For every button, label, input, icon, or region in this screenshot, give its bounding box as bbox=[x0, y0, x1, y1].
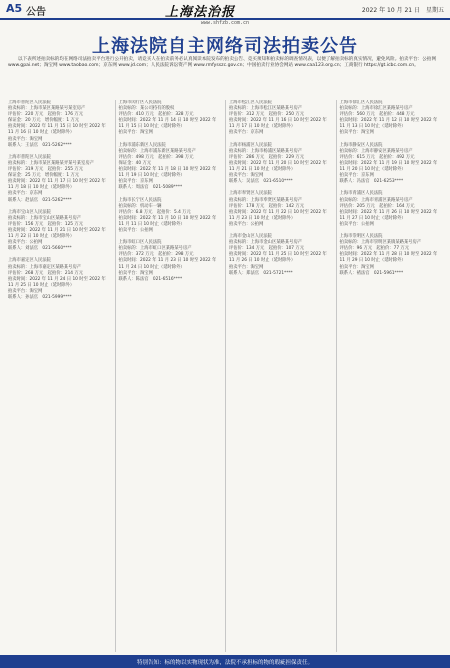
issue-date: 2022 年 10 月 21 日 星期五 bbox=[361, 7, 444, 14]
headline: 上海法院自主网络司法拍卖公告 bbox=[92, 36, 358, 57]
column-text: 上海市普陀区人民法院 拍卖标的：上海市某区某路某号某室房产 评估价：220 万元 起拍价：176 万元 保证金：20 万元 增价幅度：1 万元 拍卖时间：2022 年 11 月 15 日 10 时至 2022 年 11 月 16 日 10 时止（延时除外） 拍卖平台：淘宝网 联系人：王法官 021-5262**** 上海市普陀区人民法院 拍卖标的：上海市某区某路某弄某号某室房产 评估价：319 万元 起拍价：255 万元 保证金：25 万元 增价幅度：1 万元 拍卖时间：2022 年 11 月 17 日 10 时至 2022 年 11 月 18 日 10 时止（延时除外） 拍卖平台：京东网 联系人：赵法官 021-5262**** 上海市宝山区人民法院 拍卖标的：上海市宝山区某路某号房产 评估价：156 万元 起拍价：125 万元 拍卖时间：2022 年 11 月 21 日 10 时至 2022 年 11 月 22 日 10 时止（延时除外） 拍卖平台：公拍网 联系人：刘法官 021-5660**** 上海市嘉定区人民法院 拍卖标的：上海市嘉定区某路某号房产 评估价：268 万元 起拍价：214 万元 拍卖时间：2022 年 11 月 24 日 10 时至 2022 年 11 月 25 日 10 时止（延时除外） 拍卖平台：淘宝网 联系人：孙法官 021-5999**** bbox=[8, 100, 106, 300]
footer-notice: 特别告知：标的物以实物现状为准，法院不承担标的物的瑕疵担保责任。 bbox=[136, 660, 313, 666]
masthead: 上海法治报 bbox=[165, 5, 236, 20]
notice-columns bbox=[8, 100, 442, 652]
column-text: 上海市闵行区人民法院 拍卖标的：某公司持有的股权 评估价：410 万元 起拍价：328 万元 拍卖时间：2022 年 11 月 14 日 10 时至 2022 年 11 月 15 日 10 时止（延时除外） 拍卖平台：淘宝网 上海市浦东新区人民法院 拍卖标的：上海市浦东新区某路某号房产 评估价：498 万元 起拍价：398 万元 保证金：40 万元 拍卖时间：2022 年 11 月 18 日 10 时至 2022 年 11 月 19 日 10 时止（延时除外） 拍卖平台：京东网 联系人：周法官 021-5089**** 上海市长宁区人民法院 拍卖标的：机动车一辆 评估价：6.8 万元 起拍价：5.4 万元 拍卖时间：2022 年 11 月 10 日 10 时至 2022 年 11 月 11 日 10 时止（延时除外） 拍卖平台：公拍网 上海市虹口区人民法院 拍卖标的：上海市虹口区某路某号房产 评估价：372 万元 起拍价：298 万元 拍卖时间：2022 年 11 月 23 日 10 时至 2022 年 11 月 24 日 10 时止（延时除外） 拍卖平台：淘宝网 联系人：陈法官 021-6516**** bbox=[118, 100, 217, 282]
notice-column bbox=[8, 100, 111, 652]
site-url[interactable]: www.shfzb.com.cn bbox=[200, 20, 250, 26]
section-label: 公告 bbox=[26, 7, 46, 18]
column-text: 上海市松江区人民法院 拍卖标的：上海市松江区某路某号房产 评估价：312 万元 起拍价：250 万元 拍卖时间：2022 年 11 月 16 日 10 时至 2022 年 11 月 17 日 10 时止（延时除外） 拍卖平台：京东网 上海市杨浦区人民法院 拍卖标的：上海市杨浦区某路某号房产 评估价：286 万元 起拍价：229 万元 拍卖时间：2022 年 11 月 20 日 10 时至 2022 年 11 月 21 日 10 时止（延时除外） 拍卖平台：淘宝网 联系人：吴法官 021-6510**** 上海市奉贤区人民法院 拍卖标的：上海市奉贤区某路某号房产 评估价：178 万元 起拍价：142 万元 拍卖时间：2022 年 11 月 22 日 10 时至 2022 年 11 月 23 日 10 时止（延时除外） 拍卖平台：公拍网 上海市金山区人民法院 拍卖标的：上海市金山区某路某号房产 评估价：134 万元 起拍价：107 万元 拍卖时间：2022 年 11 月 25 日 10 时至 2022 年 11 月 26 日 10 时止（延时除外） 拍卖平台：淘宝网 联系人：郑法官 021-5721**** bbox=[229, 100, 327, 276]
column-text: 上海市徐汇区人民法院 拍卖标的：上海市徐汇区某路某号房产 评估价：560 万元 起拍价：448 万元 拍卖时间：2022 年 11 月 12 日 10 时至 2022 年 11 月 13 日 10 时止（延时除外） 拍卖平台：淘宝网 上海市静安区人民法院 拍卖标的：上海市静安区某路某号房产 评估价：615 万元 起拍价：492 万元 拍卖时间：2022 年 11 月 19 日 10 时至 2022 年 11 月 20 日 10 时止（延时除外） 拍卖平台：京东网 联系人：冯法官 021-6253**** 上海市青浦区人民法院 拍卖标的：上海市青浦区某路某号房产 评估价：205 万元 起拍价：164 万元 拍卖时间：2022 年 11 月 26 日 10 时至 2022 年 11 月 27 日 10 时止（延时除外） 拍卖平台：公拍网 上海市崇明区人民法院 拍卖标的：上海市崇明区某镇某路某号房产 评估价：96 万元 起拍价：77 万元 拍卖时间：2022 年 11 月 28 日 10 时至 2022 年 11 月 29 日 10 时止（延时除外） 拍卖平台：淘宝网 联系人：褚法官 021-5961**** bbox=[339, 100, 438, 276]
intro-paragraph: 以下表所述拍卖标的均在网络司法拍卖平台进行公开拍卖，请竞买人在拍卖前务必认真阅读本院发布的拍卖公告、竞买须知和拍卖标的调查情况表，以便了解拍卖标的真实情况，避免风险。拍卖平台：公拍网 www.gpai.net；淘宝网 www.taobao.com；京东网 www.jd.com；人民法院诉讼资产网 www.rmfysszc.gov.cn；中国拍卖行业协会网站 www.caa123.org.cn；工商银行 https://gt.icbc.com.cn。 bbox=[8, 57, 437, 69]
notice-column bbox=[336, 100, 443, 652]
notice-column bbox=[225, 100, 332, 652]
page-header bbox=[0, 0, 450, 20]
footer-bar bbox=[0, 655, 450, 668]
page-tag: A5 bbox=[6, 2, 23, 15]
notice-column bbox=[115, 100, 222, 652]
